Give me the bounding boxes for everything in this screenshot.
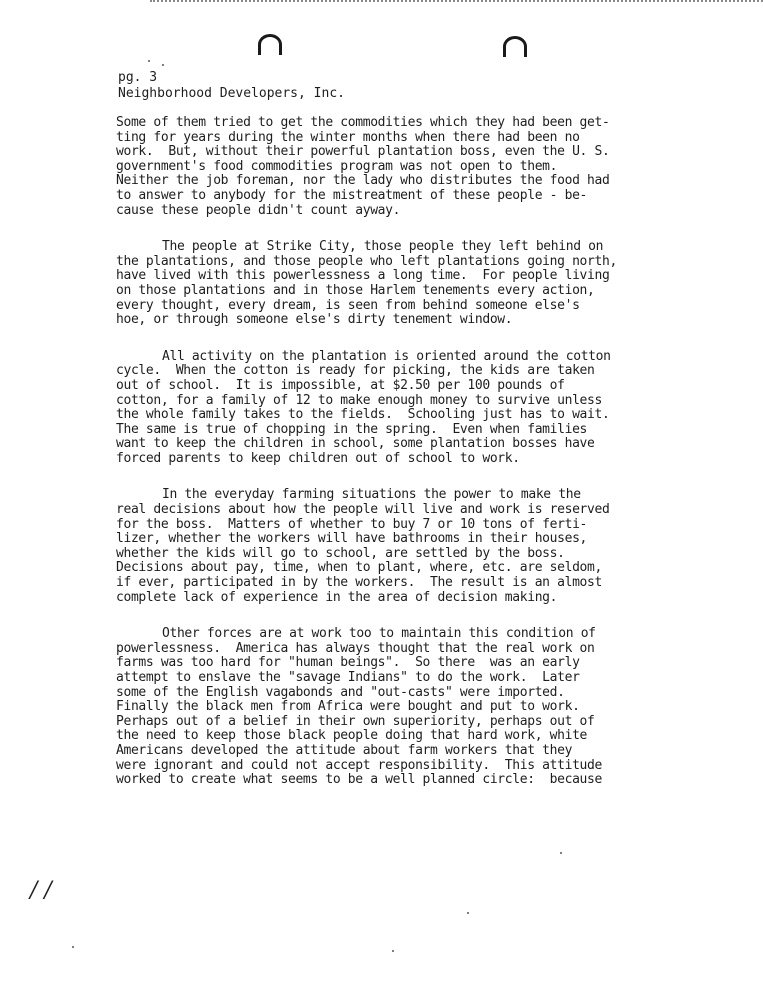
text-line: have lived with this powerlessness a long time. For people living <box>116 268 610 284</box>
text-line: Perhaps out of a belief in their own superiority, perhaps out of <box>116 713 595 729</box>
text-line: cotton, for a family of 12 to make enough money to survive unless <box>116 392 602 408</box>
text-line: real decisions about how the people will live and work is reserved <box>116 502 610 518</box>
text-line: forced parents to keep children out of school to work. <box>116 450 520 466</box>
handwritten-mark: / / <box>30 878 52 903</box>
text-line: want to keep the children in school, some plantation bosses have <box>116 436 595 452</box>
text-line: Americans developed the attitude about farm workers that they <box>116 742 573 758</box>
text-line: complete lack of experience in the area of decision making. <box>116 589 558 605</box>
text-line: were ignorant and could not accept responsibility. This attitude <box>116 757 602 773</box>
scan-speck <box>560 852 562 854</box>
scan-speck <box>392 950 394 952</box>
paragraph <box>116 627 716 788</box>
text-line: the plantations, and those people who left plantations going north, <box>116 253 617 269</box>
scan-speck <box>148 60 150 62</box>
page-header <box>118 70 345 102</box>
text-line: work. But, without their powerful plantation boss, even the U. S. <box>116 144 610 160</box>
text-line: attempt to enslave the "savage Indians" to do the work. Later <box>116 670 580 685</box>
document-body <box>116 116 716 810</box>
scan-speck <box>72 946 74 948</box>
paragraph <box>116 350 716 467</box>
text-line: government's food commodities program was not open to them. <box>116 158 558 174</box>
text-line: In the everyday farming situations the power to make the <box>162 487 581 503</box>
paragraph <box>116 488 716 605</box>
perforated-edge <box>150 0 763 8</box>
scan-speck <box>467 912 469 914</box>
text-line: worked to create what seems to be a well planned circle: because <box>116 772 602 788</box>
text-line: for the boss. Matters of whether to buy 7 or 10 tons of ferti- <box>116 516 588 532</box>
text-line: on those plantations and in those Harlem tenements every action, <box>116 282 595 298</box>
text-line: All activity on the plantation is oriented around the cotton <box>162 348 611 364</box>
text-line: ting for years during the winter months when there had been no <box>116 129 580 145</box>
text-line: Finally the black men from Africa were bought and put to work. <box>116 699 580 715</box>
text-line: some of the English vagabonds and "out-casts" were imported. <box>116 684 565 700</box>
text-line: whether the kids will go to school, are settled by the boss. <box>116 545 565 561</box>
text-line: hoe, or through someone else's dirty tenement window. <box>116 312 513 328</box>
text-line: powerlessness. America has always thought that the real work on <box>116 640 595 656</box>
text-line: cause these people didn't count ayway. <box>116 202 401 218</box>
paragraph <box>116 240 716 328</box>
text-line: The same is true of chopping in the spring. Even when families <box>116 421 588 437</box>
text-line: the need to keep those black people doing that hard work, white <box>116 728 588 744</box>
text-line: farms was too hard for "human beings". So there was an early <box>116 655 580 671</box>
scan-speck <box>162 64 164 66</box>
text-line: the whole family takes to the fields. Schooling just has to wait. <box>116 407 610 423</box>
page-number: pg. 3 <box>118 70 158 85</box>
organization-name: Neighborhood Developers, Inc. <box>118 86 345 101</box>
binder-hole-left-icon <box>258 34 282 55</box>
text-line: Other forces are at work too to maintain this condition of <box>162 626 596 642</box>
text-line: if ever, participated in by the workers. The result is an almost <box>116 575 602 591</box>
text-line: to answer to anybody for the mistreatment of these people - be- <box>116 187 588 203</box>
text-line: out of school. It is impossible, at $2.50 per 100 pounds of <box>116 377 565 393</box>
text-line: Neither the job foreman, nor the lady who distributes the food had <box>116 173 610 189</box>
text-line: Decisions about pay, time, when to plant, where, etc. are seldom, <box>116 560 602 576</box>
text-line: every thought, every dream, is seen from behind someone else's <box>116 297 580 313</box>
paragraph <box>116 116 716 218</box>
text-line: Some of them tried to get the commodities which they had been get- <box>116 115 610 130</box>
binder-hole-right-icon <box>503 36 527 57</box>
text-line: lizer, whether the workers will have bathrooms in their houses, <box>116 531 588 547</box>
text-line: The people at Strike City, those people they left behind on <box>162 239 604 255</box>
text-line: cycle. When the cotton is ready for picking, the kids are taken <box>116 363 595 379</box>
